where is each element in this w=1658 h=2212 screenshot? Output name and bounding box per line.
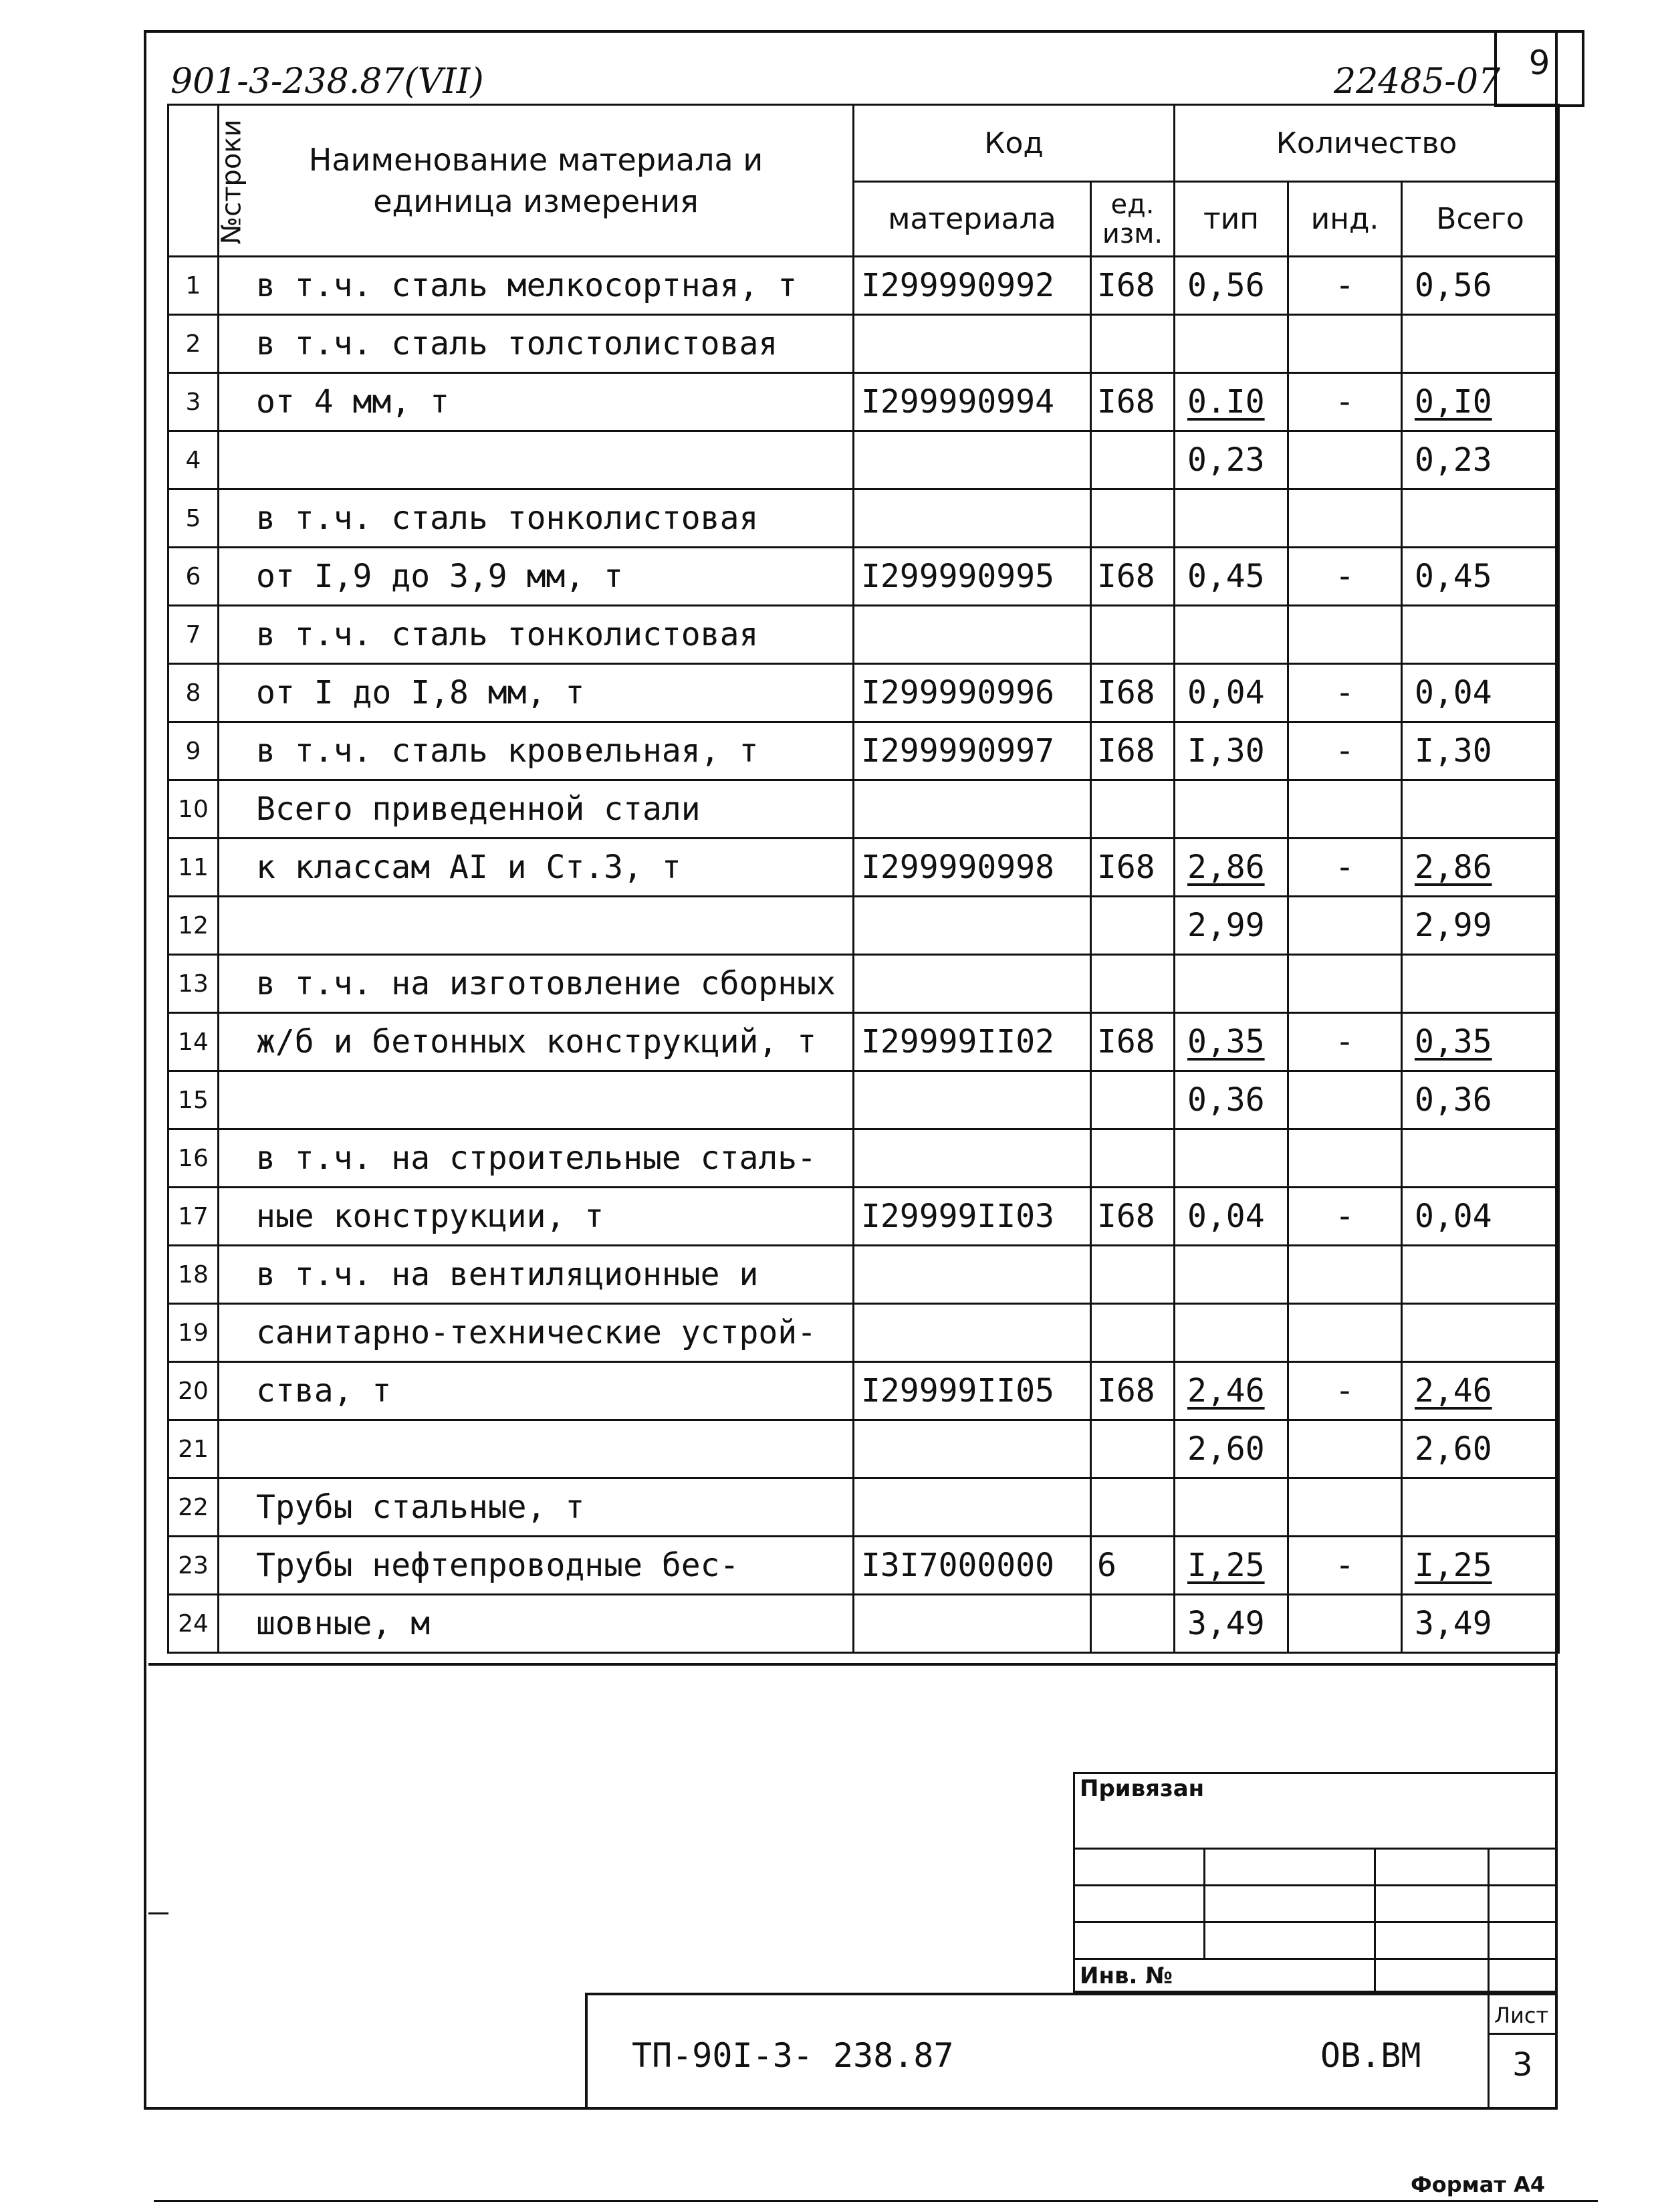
material-name: от 4 мм, т [219, 373, 854, 431]
unit-code [1091, 431, 1175, 489]
qty-type [1175, 780, 1288, 839]
qty-total [1402, 489, 1559, 548]
table-row [168, 1478, 1559, 1537]
row-number: 19 [168, 1304, 219, 1362]
qty-ind [1288, 1478, 1402, 1537]
unit-code [1091, 1478, 1175, 1537]
material-code: I3I7000000 [854, 1537, 1091, 1595]
qty-ind: - [1288, 1013, 1402, 1071]
header-qty-type: тип [1175, 182, 1288, 257]
unit-code [1091, 955, 1175, 1013]
qty-ind [1288, 1246, 1402, 1304]
material-name: в т.ч. на вентиляционные и [219, 1246, 854, 1304]
material-name: к классам AI и Ст.3, т [219, 839, 854, 897]
qty-ind [1288, 1420, 1402, 1478]
material-code [854, 780, 1091, 839]
margin-mark [148, 1912, 168, 1914]
qty-ind: - [1288, 257, 1402, 315]
material-name [219, 1071, 854, 1129]
qty-type: I,25 [1175, 1537, 1288, 1595]
qty-total: 0,23 [1402, 431, 1559, 489]
unit-code: I68 [1091, 1362, 1175, 1420]
material-code: I299990998 [854, 839, 1091, 897]
header-qty-total: Всего [1402, 182, 1559, 257]
qty-ind: - [1288, 839, 1402, 897]
qty-type: 2,99 [1175, 897, 1288, 955]
qty-total [1402, 780, 1559, 839]
qty-type [1175, 315, 1288, 373]
unit-code: I68 [1091, 1013, 1175, 1071]
material-name: Всего приведенной стали [219, 780, 854, 839]
material-code [854, 1304, 1091, 1362]
unit-code: I68 [1091, 1188, 1175, 1246]
qty-type: 2,60 [1175, 1420, 1288, 1478]
qty-ind: - [1288, 722, 1402, 780]
material-code: I299990996 [854, 664, 1091, 722]
material-code [854, 315, 1091, 373]
material-name: в т.ч. на изготовление сборных [219, 955, 854, 1013]
material-code: I299990994 [854, 373, 1091, 431]
row-number: 17 [168, 1188, 219, 1246]
qty-type [1175, 489, 1288, 548]
qty-total: I,30 [1402, 722, 1559, 780]
qty-total [1402, 315, 1559, 373]
table-row [168, 1188, 1559, 1246]
row-number: 10 [168, 780, 219, 839]
qty-ind [1288, 1304, 1402, 1362]
unit-code [1091, 1420, 1175, 1478]
qty-ind [1288, 955, 1402, 1013]
qty-type: 2,46 [1175, 1362, 1288, 1420]
qty-type: 2,86 [1175, 839, 1288, 897]
material-name: в т.ч. на строительные сталь- [219, 1129, 854, 1188]
qty-type [1175, 606, 1288, 664]
row-number: 6 [168, 548, 219, 606]
qty-total: 0,56 [1402, 257, 1559, 315]
doc-title: ТП-90I-3- 238.87 [632, 2036, 954, 2075]
bottom-rule [154, 2200, 1598, 2202]
qty-total [1402, 606, 1559, 664]
qty-total: 0,04 [1402, 1188, 1559, 1246]
row-number: 7 [168, 606, 219, 664]
material-name: в т.ч. сталь тонколистовая [219, 606, 854, 664]
qty-ind [1288, 1595, 1402, 1653]
table-row [168, 897, 1559, 955]
qty-total: 0,I0 [1402, 373, 1559, 431]
table-bottom-rule [148, 1663, 1558, 1666]
material-name: в т.ч. сталь тонколистовая [219, 489, 854, 548]
row-number: 14 [168, 1013, 219, 1071]
stamp-line [1374, 1848, 1376, 1993]
material-code [854, 431, 1091, 489]
qty-ind [1288, 489, 1402, 548]
material-code [854, 606, 1091, 664]
material-code [854, 1478, 1091, 1537]
material-name: шовные, м [219, 1595, 854, 1653]
table-row [168, 722, 1559, 780]
qty-total: 0,45 [1402, 548, 1559, 606]
material-name: ные конструкции, т [219, 1188, 854, 1246]
material-name [219, 1420, 854, 1478]
doc-code: 901-3-238.87(VII) [170, 62, 484, 102]
unit-code: 6 [1091, 1537, 1175, 1595]
material-name: ства, т [219, 1362, 854, 1420]
qty-type: 0,04 [1175, 664, 1288, 722]
qty-type [1175, 1129, 1288, 1188]
qty-total: 2,60 [1402, 1420, 1559, 1478]
row-number: 9 [168, 722, 219, 780]
header-code-unit: ед. изм. [1091, 182, 1175, 257]
unit-code: I68 [1091, 373, 1175, 431]
material-code [854, 1246, 1091, 1304]
unit-code [1091, 606, 1175, 664]
material-name [219, 431, 854, 489]
header-row-number: №строки [168, 105, 219, 257]
unit-code: I68 [1091, 722, 1175, 780]
row-number: 3 [168, 373, 219, 431]
row-number: 5 [168, 489, 219, 548]
format-label: Формат А4 [1411, 2172, 1546, 2197]
table-row [168, 1595, 1559, 1653]
qty-total: I,25 [1402, 1537, 1559, 1595]
qty-total [1402, 1478, 1559, 1537]
table-row [168, 1537, 1559, 1595]
qty-type: 0,45 [1175, 548, 1288, 606]
row-number: 1 [168, 257, 219, 315]
material-name: в т.ч. сталь толстолистовая [219, 315, 854, 373]
sheet-number: 3 [1512, 2046, 1533, 2084]
stamp-line [1073, 1884, 1558, 1886]
binding-label: Привязан [1080, 1775, 1205, 1802]
stamp-line [1203, 1848, 1205, 1958]
row-number: 22 [168, 1478, 219, 1537]
qty-total: 3,49 [1402, 1595, 1559, 1653]
qty-type: 0,35 [1175, 1013, 1288, 1071]
material-code [854, 1129, 1091, 1188]
qty-type: 3,49 [1175, 1595, 1288, 1653]
table-row [168, 1420, 1559, 1478]
table-row [168, 489, 1559, 548]
qty-ind [1288, 1129, 1402, 1188]
table-row [168, 606, 1559, 664]
qty-ind [1288, 1071, 1402, 1129]
row-number: 13 [168, 955, 219, 1013]
unit-code [1091, 1304, 1175, 1362]
stamp-line [1073, 1921, 1558, 1923]
unit-code [1091, 1246, 1175, 1304]
row-number: 8 [168, 664, 219, 722]
qty-ind [1288, 780, 1402, 839]
row-number: 16 [168, 1129, 219, 1188]
stamp-line [1073, 1958, 1558, 1960]
material-code [854, 1071, 1091, 1129]
material-code [854, 489, 1091, 548]
material-code: I299990995 [854, 548, 1091, 606]
qty-type: 0,04 [1175, 1188, 1288, 1246]
unit-code [1091, 780, 1175, 839]
table-row [168, 839, 1559, 897]
table-row [168, 1304, 1559, 1362]
stamp-line [1488, 1993, 1490, 2110]
row-number: 12 [168, 897, 219, 955]
table-row [168, 664, 1559, 722]
qty-ind: - [1288, 548, 1402, 606]
unit-code [1091, 897, 1175, 955]
qty-total [1402, 1246, 1559, 1304]
inv-number: 22485-07 [1334, 62, 1501, 102]
qty-total [1402, 1304, 1559, 1362]
doc-mark: ОВ.ВМ [1320, 2036, 1421, 2075]
unit-code: I68 [1091, 664, 1175, 722]
materials-table [167, 104, 1560, 1654]
qty-total: 0,36 [1402, 1071, 1559, 1129]
qty-type [1175, 1304, 1288, 1362]
qty-total [1402, 955, 1559, 1013]
header-name: Наименование материала и единица измерения [219, 105, 854, 257]
stamp-line [1073, 1848, 1558, 1850]
unit-code: I68 [1091, 839, 1175, 897]
material-code: I299990992 [854, 257, 1091, 315]
qty-type: 0,23 [1175, 431, 1288, 489]
qty-type: 0.I0 [1175, 373, 1288, 431]
table-row [168, 780, 1559, 839]
material-name: Трубы нефтепроводные бес- [219, 1537, 854, 1595]
material-code [854, 1420, 1091, 1478]
qty-ind: - [1288, 1362, 1402, 1420]
table-row [168, 431, 1559, 489]
unit-code: I68 [1091, 548, 1175, 606]
qty-type: 0,56 [1175, 257, 1288, 315]
qty-ind: - [1288, 664, 1402, 722]
row-number: 23 [168, 1537, 219, 1595]
table-row [168, 315, 1559, 373]
material-code [854, 1595, 1091, 1653]
table-row [168, 1013, 1559, 1071]
qty-total: 2,46 [1402, 1362, 1559, 1420]
table-row [168, 1071, 1559, 1129]
material-code: I29999II05 [854, 1362, 1091, 1420]
qty-ind [1288, 315, 1402, 373]
qty-total: 0,35 [1402, 1013, 1559, 1071]
material-code [854, 955, 1091, 1013]
qty-ind [1288, 897, 1402, 955]
qty-ind: - [1288, 1537, 1402, 1595]
qty-total [1402, 1129, 1559, 1188]
qty-type [1175, 955, 1288, 1013]
material-code: I29999II02 [854, 1013, 1091, 1071]
row-number: 20 [168, 1362, 219, 1420]
unit-code [1091, 489, 1175, 548]
material-code [854, 897, 1091, 955]
row-number: 4 [168, 431, 219, 489]
material-code: I299990997 [854, 722, 1091, 780]
qty-type: I,30 [1175, 722, 1288, 780]
qty-ind: - [1288, 1188, 1402, 1246]
row-number: 21 [168, 1420, 219, 1478]
sheet-label: Лист [1494, 2003, 1549, 2028]
qty-type [1175, 1478, 1288, 1537]
row-number: 2 [168, 315, 219, 373]
material-name: в т.ч. сталь кровельная, т [219, 722, 854, 780]
stamp-line [1488, 2033, 1558, 2035]
stamp-line [1488, 1848, 1490, 1993]
header-quantity: Количество [1175, 105, 1559, 182]
table-row [168, 257, 1559, 315]
row-number: 11 [168, 839, 219, 897]
material-name: в т.ч. сталь мелкосортная, т [219, 257, 854, 315]
material-name: ж/б и бетонных конструкций, т [219, 1013, 854, 1071]
qty-total: 2,99 [1402, 897, 1559, 955]
material-name: санитарно-технические устрой- [219, 1304, 854, 1362]
qty-total: 0,04 [1402, 664, 1559, 722]
inv-label: Инв. № [1080, 1963, 1173, 1989]
unit-code [1091, 1595, 1175, 1653]
qty-ind: - [1288, 373, 1402, 431]
qty-ind [1288, 431, 1402, 489]
row-number: 18 [168, 1246, 219, 1304]
unit-code [1091, 1071, 1175, 1129]
material-code: I29999II03 [854, 1188, 1091, 1246]
header-code-material: материала [854, 182, 1091, 257]
unit-code [1091, 1129, 1175, 1188]
material-name: Трубы стальные, т [219, 1478, 854, 1537]
qty-type: 0,36 [1175, 1071, 1288, 1129]
material-name: от I до I,8 мм, т [219, 664, 854, 722]
table-row [168, 373, 1559, 431]
header-qty-ind: инд. [1288, 182, 1402, 257]
qty-total: 2,86 [1402, 839, 1559, 897]
row-number: 24 [168, 1595, 219, 1653]
qty-ind [1288, 606, 1402, 664]
unit-code [1091, 315, 1175, 373]
table-row [168, 1129, 1559, 1188]
table-row [168, 955, 1559, 1013]
table-row [168, 548, 1559, 606]
page-number: 9 [1528, 43, 1550, 82]
qty-type [1175, 1246, 1288, 1304]
unit-code: I68 [1091, 257, 1175, 315]
table-row [168, 1246, 1559, 1304]
row-number: 15 [168, 1071, 219, 1129]
material-name: от I,9 до 3,9 мм, т [219, 548, 854, 606]
header-code: Код [854, 105, 1175, 182]
table-row [168, 1362, 1559, 1420]
material-name [219, 897, 854, 955]
